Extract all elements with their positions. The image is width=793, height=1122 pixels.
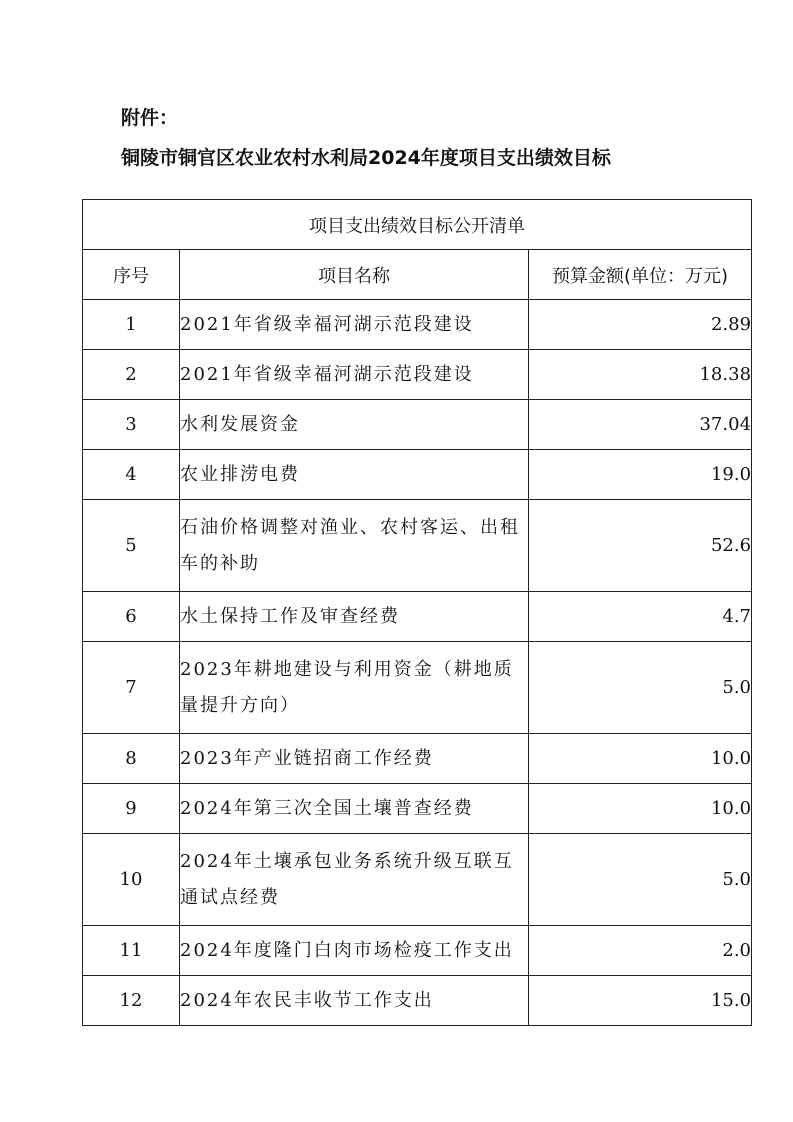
row-amount: 52.6 [529,500,752,592]
header-name: 项目名称 [180,250,529,300]
table-row [83,500,752,592]
row-name: 2021年省级幸福河湖示范段建设 [180,300,529,350]
row-name: 2024年第三次全国土壤普查经费 [180,784,529,834]
header-amount: 预算金额(单位：万元) [529,250,752,300]
table-row [83,642,752,734]
table-header-row [83,250,752,300]
attachment-label: 附件： [121,107,179,129]
budget-table [82,199,752,1026]
table-row [83,400,752,450]
table-row [83,350,752,400]
row-amount: 2.0 [529,926,752,976]
row-amount: 19.0 [529,450,752,500]
row-amount: 10.0 [529,734,752,784]
row-no: 1 [83,300,180,350]
row-name: 2024年度隆门白肉市场检疫工作支出 [180,926,529,976]
row-name: 水土保持工作及审查经费 [180,592,529,642]
row-amount: 2.89 [529,300,752,350]
row-no: 11 [83,926,180,976]
row-no: 2 [83,350,180,400]
table-caption: 项目支出绩效目标公开清单 [83,200,752,250]
table-row [83,734,752,784]
row-amount: 18.38 [529,350,752,400]
table-caption-row [83,200,752,250]
row-no: 5 [83,500,180,592]
table-row [83,300,752,350]
row-name: 2024年农民丰收节工作支出 [180,976,529,1026]
row-name: 水利发展资金 [180,400,529,450]
row-name: 2023年耕地建设与利用资金（耕地质量提升方向） [180,642,529,734]
table-row [83,784,752,834]
table-row [83,834,752,926]
row-no: 3 [83,400,180,450]
row-no: 10 [83,834,180,926]
row-amount: 15.0 [529,976,752,1026]
row-no: 12 [83,976,180,1026]
row-name: 2023年产业链招商工作经费 [180,734,529,784]
table-row [83,592,752,642]
row-amount: 5.0 [529,834,752,926]
row-no: 8 [83,734,180,784]
row-name: 2024年土壤承包业务系统升级互联互通试点经费 [180,834,529,926]
row-name: 石油价格调整对渔业、农村客运、出租车的补助 [180,500,529,592]
row-no: 4 [83,450,180,500]
row-no: 7 [83,642,180,734]
table-row [83,926,752,976]
row-amount: 4.7 [529,592,752,642]
row-amount: 10.0 [529,784,752,834]
row-amount: 37.04 [529,400,752,450]
document-title: 铜陵市铜官区农业农村水利局2024年度项目支出绩效目标 [121,147,611,169]
row-name: 农业排涝电费 [180,450,529,500]
row-no: 6 [83,592,180,642]
row-no: 9 [83,784,180,834]
table-row [83,976,752,1026]
row-amount: 5.0 [529,642,752,734]
row-name: 2021年省级幸福河湖示范段建设 [180,350,529,400]
header-no: 序号 [83,250,180,300]
table-row [83,450,752,500]
